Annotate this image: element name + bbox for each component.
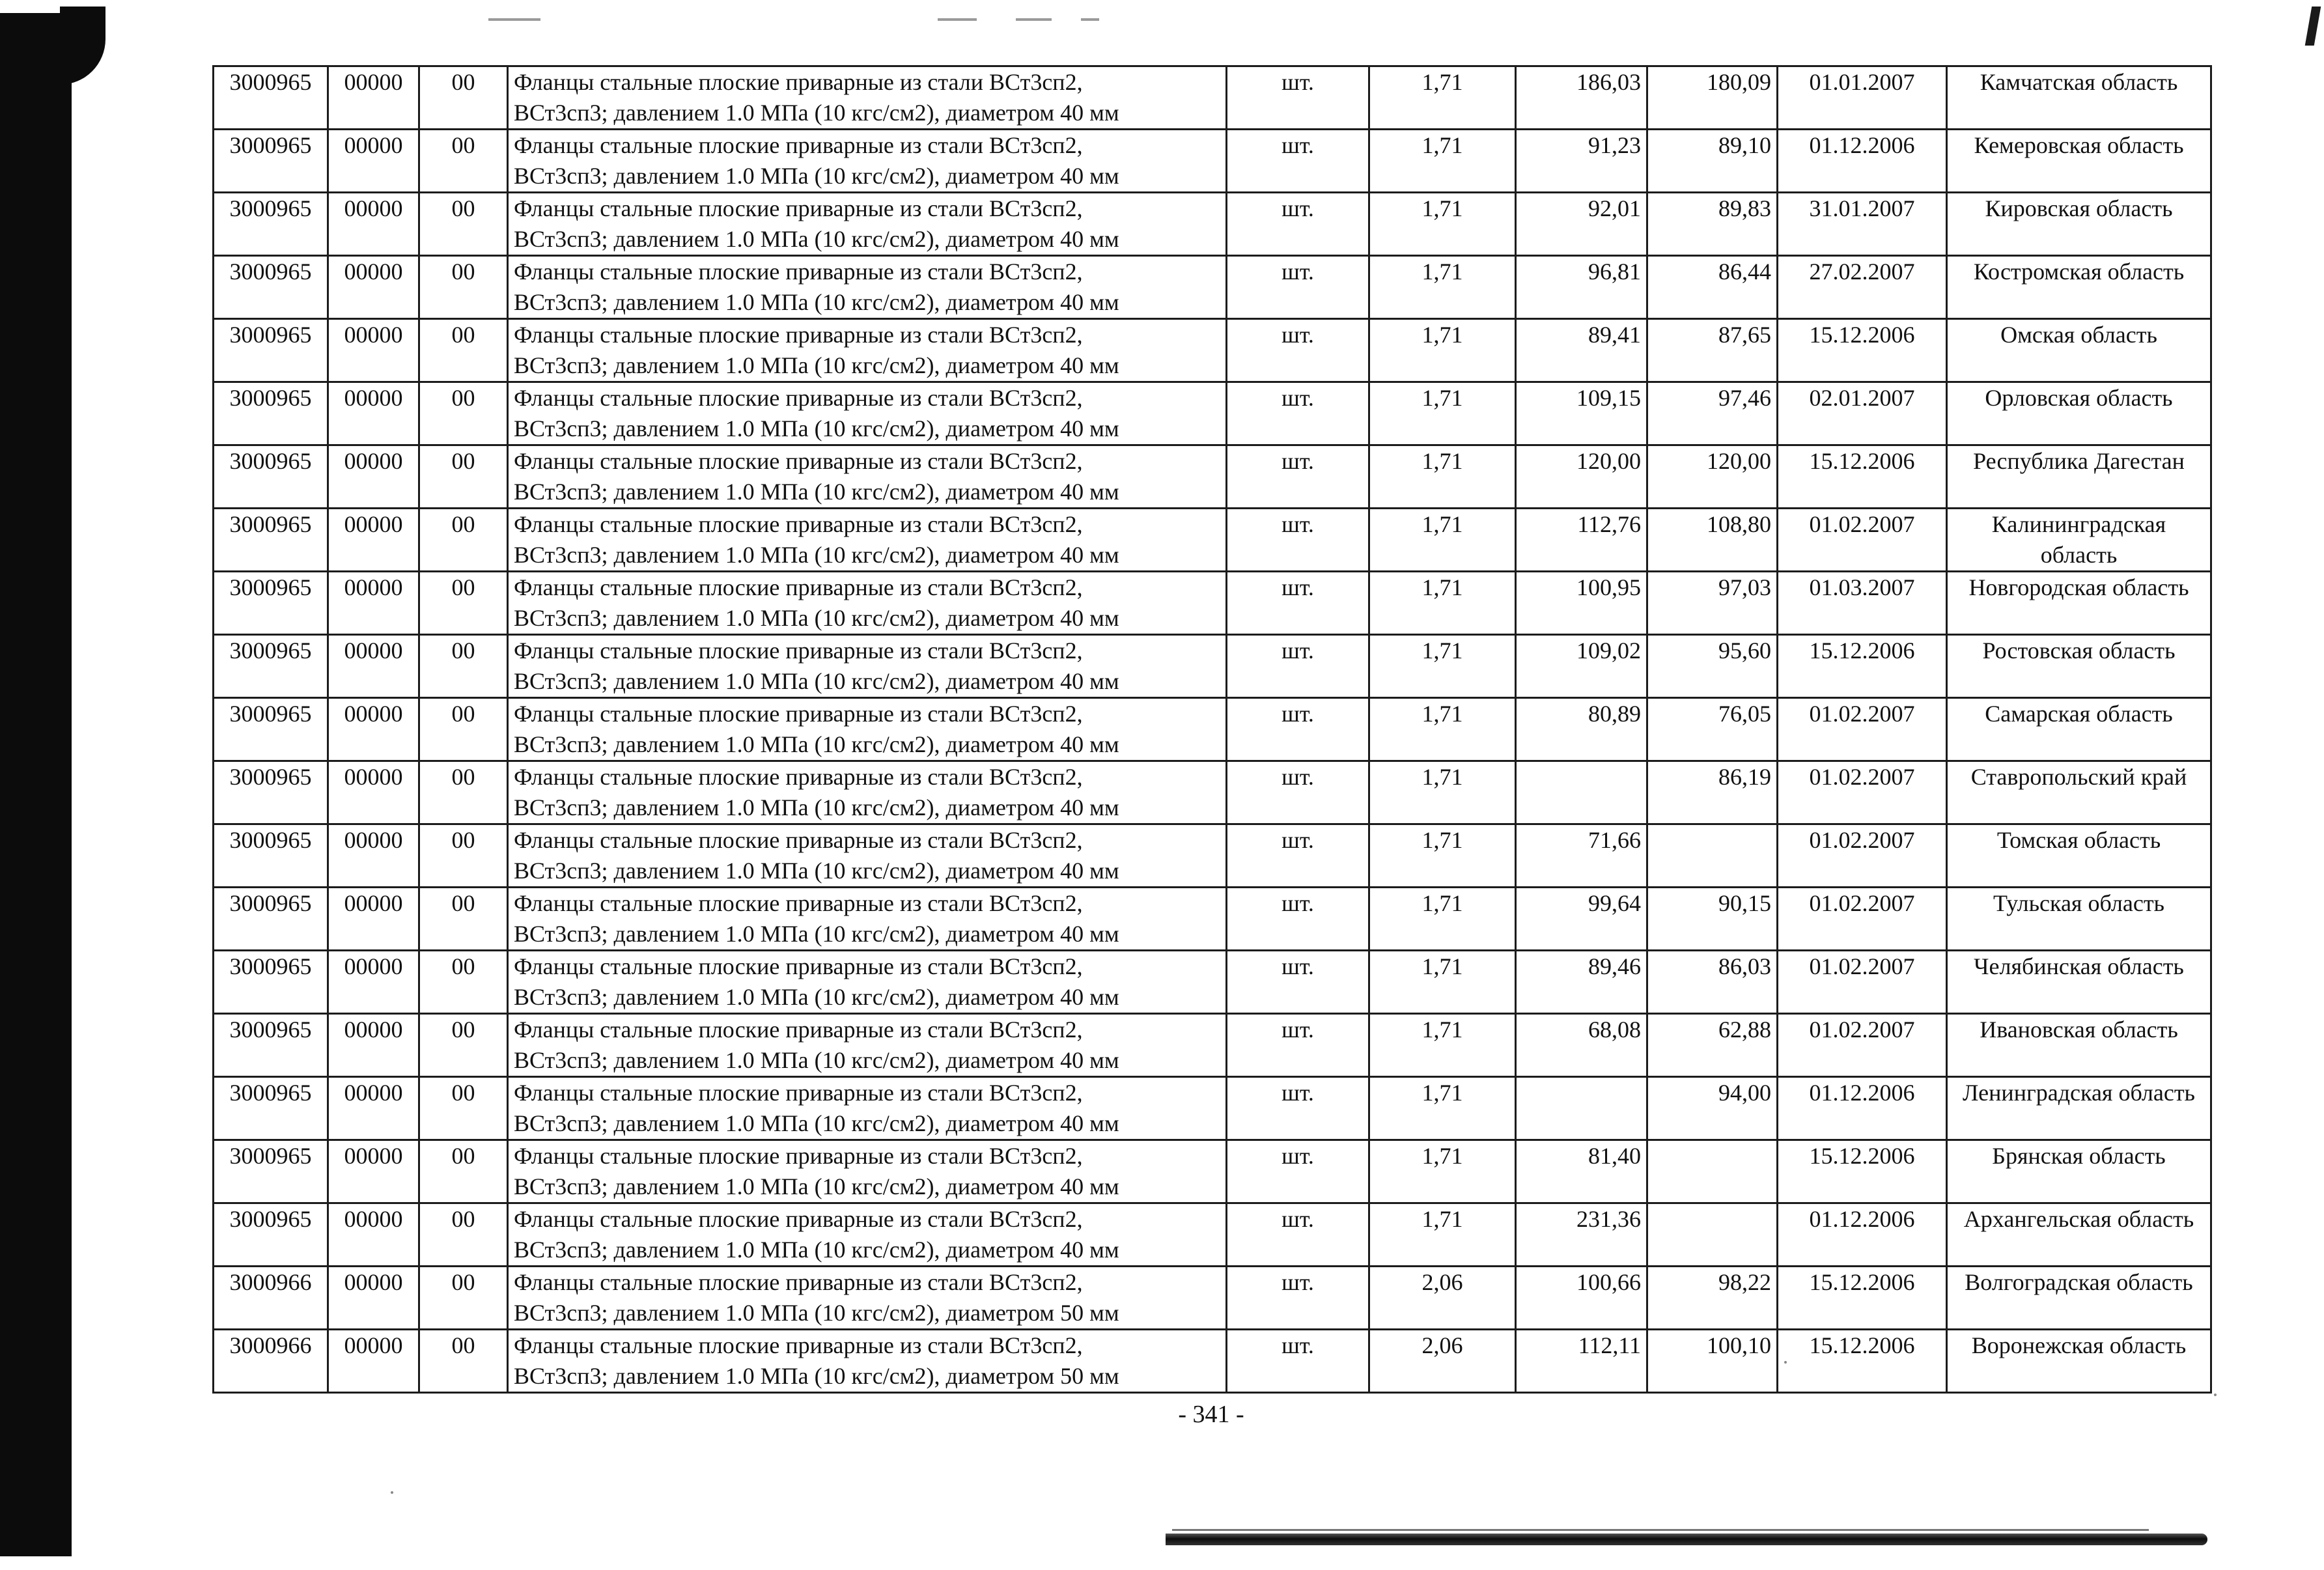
price-cell: 98,22 xyxy=(1647,1267,1778,1330)
date-cell: 01.02.2007 xyxy=(1778,824,1947,888)
variant-cell: 00 xyxy=(419,572,508,635)
coefficient-cell: 1,71 xyxy=(1369,1203,1516,1267)
unit-cell: шт. xyxy=(1227,130,1369,193)
description-cell xyxy=(508,1140,1227,1203)
price-cell: 71,66 xyxy=(1516,824,1647,888)
description-line: Фланцы стальные плоские приварные из стали ВСт3сп2, xyxy=(514,322,1083,348)
date-cell: 01.02.2007 xyxy=(1778,888,1947,951)
description-line: ВСт3сп3; давлением 1.0 МПа (10 кгс/см2), диаметром 40 мм xyxy=(514,794,1119,820)
price-cell: 99,64 xyxy=(1516,888,1647,951)
table-body xyxy=(214,66,2211,1393)
coefficient-cell: 1,71 xyxy=(1369,698,1516,761)
price-cell: 112,76 xyxy=(1516,509,1647,572)
description-line: Фланцы стальные плоские приварные из стали ВСт3сп2, xyxy=(514,1332,1083,1358)
unit-cell: шт. xyxy=(1227,193,1369,256)
sub-code-cell: 00000 xyxy=(328,1267,419,1330)
sub-code-cell: 00000 xyxy=(328,130,419,193)
variant-cell: 00 xyxy=(419,193,508,256)
region-cell: Ставропольский край xyxy=(1947,761,2211,824)
scan-mark xyxy=(488,18,540,21)
region-cell: Ивановская область xyxy=(1947,1014,2211,1077)
item-code-cell: 3000965 xyxy=(214,761,328,824)
item-code-cell: 3000965 xyxy=(214,824,328,888)
coefficient-cell: 1,71 xyxy=(1369,130,1516,193)
price-cell xyxy=(1647,1140,1778,1203)
table-row xyxy=(214,1330,2211,1393)
description-cell xyxy=(508,193,1227,256)
price-cell: 89,10 xyxy=(1647,130,1778,193)
table-row xyxy=(214,698,2211,761)
description-line: ВСт3сп3; давлением 1.0 МПа (10 кгс/см2), диаметром 40 мм xyxy=(514,1047,1119,1073)
region-cell: Костромская область xyxy=(1947,256,2211,319)
date-cell: 31.01.2007 xyxy=(1778,193,1947,256)
variant-cell: 00 xyxy=(419,509,508,572)
scan-mark xyxy=(1016,18,1052,21)
item-code-cell: 3000965 xyxy=(214,1077,328,1140)
item-code-cell: 3000965 xyxy=(214,509,328,572)
description-cell xyxy=(508,951,1227,1014)
variant-cell: 00 xyxy=(419,698,508,761)
price-cell xyxy=(1647,1203,1778,1267)
price-cell: 90,15 xyxy=(1647,888,1778,951)
item-code-cell: 3000965 xyxy=(214,445,328,509)
item-code-cell: 3000966 xyxy=(214,1330,328,1393)
description-line: Фланцы стальные плоские приварные из стали ВСт3сп2, xyxy=(514,1080,1083,1106)
region-cell: Архангельская область xyxy=(1947,1203,2211,1267)
sub-code-cell: 00000 xyxy=(328,635,419,698)
unit-cell: шт. xyxy=(1227,1140,1369,1203)
description-line: Фланцы стальные плоские приварные из стали ВСт3сп2, xyxy=(514,195,1083,221)
description-line: Фланцы стальные плоские приварные из стали ВСт3сп2, xyxy=(514,1206,1083,1232)
variant-cell: 00 xyxy=(419,256,508,319)
description-line: ВСт3сп3; давлением 1.0 МПа (10 кгс/см2), диаметром 40 мм xyxy=(514,731,1119,757)
description-cell xyxy=(508,130,1227,193)
item-code-cell: 3000965 xyxy=(214,888,328,951)
unit-cell: шт. xyxy=(1227,66,1369,130)
table-row xyxy=(214,635,2211,698)
price-cell: 89,41 xyxy=(1516,319,1647,382)
price-cell: 91,23 xyxy=(1516,130,1647,193)
coefficient-cell: 1,71 xyxy=(1369,193,1516,256)
scan-mark xyxy=(938,18,977,21)
scan-mark xyxy=(1081,18,1099,21)
unit-cell: шт. xyxy=(1227,256,1369,319)
date-cell: 01.02.2007 xyxy=(1778,761,1947,824)
sub-code-cell: 00000 xyxy=(328,1077,419,1140)
sub-code-cell: 00000 xyxy=(328,319,419,382)
sub-code-cell: 00000 xyxy=(328,256,419,319)
description-line: ВСт3сп3; давлением 1.0 МПа (10 кгс/см2), диаметром 50 мм xyxy=(514,1300,1119,1326)
region-cell: Томская область xyxy=(1947,824,2211,888)
table-row xyxy=(214,1267,2211,1330)
description-line: ВСт3сп3; давлением 1.0 МПа (10 кгс/см2), диаметром 40 мм xyxy=(514,226,1119,252)
sub-code-cell: 00000 xyxy=(328,445,419,509)
table-row xyxy=(214,130,2211,193)
coefficient-cell: 2,06 xyxy=(1369,1267,1516,1330)
price-cell: 95,60 xyxy=(1647,635,1778,698)
price-cell: 80,89 xyxy=(1516,698,1647,761)
table-row xyxy=(214,1140,2211,1203)
price-cell: 62,88 xyxy=(1647,1014,1778,1077)
coefficient-cell: 1,71 xyxy=(1369,509,1516,572)
region-cell: Самарская область xyxy=(1947,698,2211,761)
variant-cell: 00 xyxy=(419,1267,508,1330)
unit-cell: шт. xyxy=(1227,1014,1369,1077)
sub-code-cell: 00000 xyxy=(328,698,419,761)
price-cell xyxy=(1647,824,1778,888)
variant-cell: 00 xyxy=(419,1140,508,1203)
date-cell: 01.12.2006 xyxy=(1778,1203,1947,1267)
region-cell: Камчатская область xyxy=(1947,66,2211,130)
description-line: ВСт3сп3; давлением 1.0 МПа (10 кгс/см2), диаметром 40 мм xyxy=(514,1110,1119,1136)
price-cell: 89,83 xyxy=(1647,193,1778,256)
variant-cell: 00 xyxy=(419,130,508,193)
scan-speck xyxy=(391,1491,393,1494)
price-cell: 86,19 xyxy=(1647,761,1778,824)
coefficient-cell: 1,71 xyxy=(1369,256,1516,319)
description-line: Фланцы стальные плоские приварные из стали ВСт3сп2, xyxy=(514,574,1083,600)
description-cell xyxy=(508,319,1227,382)
date-cell: 27.02.2007 xyxy=(1778,256,1947,319)
price-cell: 109,02 xyxy=(1516,635,1647,698)
region-cell: Воронежская область xyxy=(1947,1330,2211,1393)
description-line: ВСт3сп3; давлением 1.0 МПа (10 кгс/см2), диаметром 40 мм xyxy=(514,984,1119,1010)
unit-cell: шт. xyxy=(1227,382,1369,445)
date-cell: 15.12.2006 xyxy=(1778,1140,1947,1203)
table-row xyxy=(214,319,2211,382)
description-line: ВСт3сп3; давлением 1.0 МПа (10 кгс/см2), диаметром 40 мм xyxy=(514,605,1119,631)
region-cell: Новгородская область xyxy=(1947,572,2211,635)
description-line: ВСт3сп3; давлением 1.0 МПа (10 кгс/см2), диаметром 40 мм xyxy=(514,1173,1119,1199)
price-cell: 86,03 xyxy=(1647,951,1778,1014)
sub-code-cell: 00000 xyxy=(328,66,419,130)
item-code-cell: 3000965 xyxy=(214,193,328,256)
price-cell xyxy=(1516,761,1647,824)
scan-underline-stroke xyxy=(1166,1534,2207,1545)
sub-code-cell: 00000 xyxy=(328,824,419,888)
description-line: Фланцы стальные плоские приварные из стали ВСт3сп2, xyxy=(514,1016,1083,1043)
item-code-cell: 3000965 xyxy=(214,1140,328,1203)
coefficient-cell: 1,71 xyxy=(1369,824,1516,888)
variant-cell: 00 xyxy=(419,635,508,698)
sub-code-cell: 00000 xyxy=(328,572,419,635)
coefficient-cell: 1,71 xyxy=(1369,1014,1516,1077)
variant-cell: 00 xyxy=(419,1077,508,1140)
region-cell: Челябинская область xyxy=(1947,951,2211,1014)
description-line: Фланцы стальные плоские приварные из стали ВСт3сп2, xyxy=(514,259,1083,285)
variant-cell: 00 xyxy=(419,888,508,951)
date-cell: 01.03.2007 xyxy=(1778,572,1947,635)
description-line: ВСт3сп3; давлением 1.0 МПа (10 кгс/см2), диаметром 40 мм xyxy=(514,921,1119,947)
coefficient-cell: 1,71 xyxy=(1369,951,1516,1014)
coefficient-cell: 1,71 xyxy=(1369,888,1516,951)
date-cell: 02.01.2007 xyxy=(1778,382,1947,445)
table-row xyxy=(214,256,2211,319)
date-cell: 15.12.2006 xyxy=(1778,445,1947,509)
coefficient-cell: 1,71 xyxy=(1369,382,1516,445)
sub-code-cell: 00000 xyxy=(328,509,419,572)
price-cell: 112,11 xyxy=(1516,1330,1647,1393)
table-row xyxy=(214,1203,2211,1267)
description-line: Фланцы стальные плоские приварные из стали ВСт3сп2, xyxy=(514,1143,1083,1169)
date-cell: 15.12.2006 xyxy=(1778,1267,1947,1330)
region-cell: Омская область xyxy=(1947,319,2211,382)
date-cell: 15.12.2006 xyxy=(1778,1330,1947,1393)
price-cell: 109,15 xyxy=(1516,382,1647,445)
unit-cell: шт. xyxy=(1227,1330,1369,1393)
region-cell: Брянская область xyxy=(1947,1140,2211,1203)
sub-code-cell: 00000 xyxy=(328,951,419,1014)
variant-cell: 00 xyxy=(419,824,508,888)
table-row xyxy=(214,951,2211,1014)
price-cell: 108,80 xyxy=(1647,509,1778,572)
price-cell: 94,00 xyxy=(1647,1077,1778,1140)
table-row xyxy=(214,888,2211,951)
description-cell xyxy=(508,445,1227,509)
unit-cell: шт. xyxy=(1227,509,1369,572)
price-cell: 120,00 xyxy=(1647,445,1778,509)
region-cell: Ленинградская область xyxy=(1947,1077,2211,1140)
coefficient-cell: 1,71 xyxy=(1369,1077,1516,1140)
coefficient-cell: 2,06 xyxy=(1369,1330,1516,1393)
variant-cell: 00 xyxy=(419,1330,508,1393)
variant-cell: 00 xyxy=(419,761,508,824)
region-cell: Тульская область xyxy=(1947,888,2211,951)
unit-cell: шт. xyxy=(1227,698,1369,761)
price-cell: 96,81 xyxy=(1516,256,1647,319)
description-cell xyxy=(508,572,1227,635)
coefficient-cell: 1,71 xyxy=(1369,635,1516,698)
scan-speck xyxy=(1784,1361,1787,1364)
description-line: Фланцы стальные плоские приварные из стали ВСт3сп2, xyxy=(514,638,1083,664)
description-cell xyxy=(508,761,1227,824)
variant-cell: 00 xyxy=(419,1203,508,1267)
description-line: ВСт3сп3; давлением 1.0 МПа (10 кгс/см2), диаметром 40 мм xyxy=(514,289,1119,315)
coefficient-cell: 1,71 xyxy=(1369,66,1516,130)
variant-cell: 00 xyxy=(419,382,508,445)
description-line: ВСт3сп3; давлением 1.0 МПа (10 кгс/см2), диаметром 40 мм xyxy=(514,858,1119,884)
price-cell: 76,05 xyxy=(1647,698,1778,761)
item-code-cell: 3000965 xyxy=(214,319,328,382)
description-cell xyxy=(508,888,1227,951)
description-line: ВСт3сп3; давлением 1.0 МПа (10 кгс/см2), диаметром 40 мм xyxy=(514,668,1119,694)
description-cell xyxy=(508,66,1227,130)
description-line: ВСт3сп3; давлением 1.0 МПа (10 кгс/см2), диаметром 40 мм xyxy=(514,542,1119,568)
item-code-cell: 3000966 xyxy=(214,1267,328,1330)
unit-cell: шт. xyxy=(1227,319,1369,382)
region-cell: Республика Дагестан xyxy=(1947,445,2211,509)
item-code-cell: 3000965 xyxy=(214,256,328,319)
description-line: ВСт3сп3; давлением 1.0 МПа (10 кгс/см2), диаметром 40 мм xyxy=(514,100,1119,126)
unit-cell: шт. xyxy=(1227,1267,1369,1330)
scan-corner-mark xyxy=(2305,7,2321,46)
table-row xyxy=(214,761,2211,824)
description-line: Фланцы стальные плоские приварные из стали ВСт3сп2, xyxy=(514,827,1083,853)
sub-code-cell: 00000 xyxy=(328,1203,419,1267)
table-row xyxy=(214,382,2211,445)
description-line: Фланцы стальные плоские приварные из стали ВСт3сп2, xyxy=(514,701,1083,727)
description-line: Фланцы стальные плоские приварные из стали ВСт3сп2, xyxy=(514,385,1083,411)
description-cell xyxy=(508,698,1227,761)
description-cell xyxy=(508,1330,1227,1393)
coefficient-cell: 1,71 xyxy=(1369,761,1516,824)
description-line: Фланцы стальные плоские приварные из стали ВСт3сп2, xyxy=(514,890,1083,916)
table-row xyxy=(214,445,2211,509)
description-line: Фланцы стальные плоские приварные из стали ВСт3сп2, xyxy=(514,953,1083,979)
description-line: Фланцы стальные плоские приварные из стали ВСт3сп2, xyxy=(514,1269,1083,1295)
sub-code-cell: 00000 xyxy=(328,382,419,445)
variant-cell: 00 xyxy=(419,66,508,130)
scan-speck xyxy=(2214,1394,2217,1396)
page-number: - 341 - xyxy=(1178,1401,1244,1428)
price-cell: 97,46 xyxy=(1647,382,1778,445)
variant-cell: 00 xyxy=(419,319,508,382)
description-line: ВСт3сп3; давлением 1.0 МПа (10 кгс/см2), диаметром 50 мм xyxy=(514,1363,1119,1389)
price-cell: 100,66 xyxy=(1516,1267,1647,1330)
price-cell: 100,95 xyxy=(1516,572,1647,635)
date-cell: 01.12.2006 xyxy=(1778,130,1947,193)
sub-code-cell: 00000 xyxy=(328,193,419,256)
region-cell: Орловская область xyxy=(1947,382,2211,445)
table-row xyxy=(214,66,2211,130)
unit-cell: шт. xyxy=(1227,888,1369,951)
sub-code-cell: 00000 xyxy=(328,761,419,824)
coefficient-cell: 1,71 xyxy=(1369,445,1516,509)
price-cell: 231,36 xyxy=(1516,1203,1647,1267)
date-cell: 01.01.2007 xyxy=(1778,66,1947,130)
date-cell: 01.02.2007 xyxy=(1778,698,1947,761)
sub-code-cell: 00000 xyxy=(328,1140,419,1203)
unit-cell: шт. xyxy=(1227,445,1369,509)
description-cell xyxy=(508,635,1227,698)
description-cell xyxy=(508,1267,1227,1330)
unit-cell: шт. xyxy=(1227,1203,1369,1267)
date-cell: 01.02.2007 xyxy=(1778,509,1947,572)
region-cell: Волгоградская область xyxy=(1947,1267,2211,1330)
description-cell xyxy=(508,382,1227,445)
variant-cell: 00 xyxy=(419,1014,508,1077)
description-line: Фланцы стальные плоские приварные из стали ВСт3сп2, xyxy=(514,69,1083,95)
description-line: Фланцы стальные плоские приварные из стали ВСт3сп2, xyxy=(514,132,1083,158)
sub-code-cell: 00000 xyxy=(328,1014,419,1077)
coefficient-cell: 1,71 xyxy=(1369,572,1516,635)
date-cell: 01.12.2006 xyxy=(1778,1077,1947,1140)
variant-cell: 00 xyxy=(419,951,508,1014)
item-code-cell: 3000965 xyxy=(214,698,328,761)
unit-cell: шт. xyxy=(1227,951,1369,1014)
table-row xyxy=(214,1077,2211,1140)
scan-binding-edge xyxy=(0,13,72,1556)
table-row xyxy=(214,509,2211,572)
price-cell: 87,65 xyxy=(1647,319,1778,382)
price-cell: 89,46 xyxy=(1516,951,1647,1014)
description-line: Фланцы стальные плоские приварные из стали ВСт3сп2, xyxy=(514,448,1083,474)
date-cell: 01.02.2007 xyxy=(1778,1014,1947,1077)
description-line: ВСт3сп3; давлением 1.0 МПа (10 кгс/см2), диаметром 40 мм xyxy=(514,163,1119,189)
price-cell: 81,40 xyxy=(1516,1140,1647,1203)
item-code-cell: 3000965 xyxy=(214,635,328,698)
coefficient-cell: 1,71 xyxy=(1369,319,1516,382)
region-cell: Ростовская область xyxy=(1947,635,2211,698)
date-cell: 01.02.2007 xyxy=(1778,951,1947,1014)
price-cell: 186,03 xyxy=(1516,66,1647,130)
description-line: ВСт3сп3; давлением 1.0 МПа (10 кгс/см2), диаметром 40 мм xyxy=(514,1237,1119,1263)
description-cell xyxy=(508,1077,1227,1140)
description-line: Фланцы стальные плоские приварные из стали ВСт3сп2, xyxy=(514,511,1083,537)
price-cell: 120,00 xyxy=(1516,445,1647,509)
description-cell xyxy=(508,509,1227,572)
region-cell: Кировская область xyxy=(1947,193,2211,256)
description-cell xyxy=(508,1014,1227,1077)
unit-cell: шт. xyxy=(1227,572,1369,635)
item-code-cell: 3000965 xyxy=(214,1014,328,1077)
item-code-cell: 3000965 xyxy=(214,1203,328,1267)
item-code-cell: 3000965 xyxy=(214,572,328,635)
description-cell xyxy=(508,256,1227,319)
unit-cell: шт. xyxy=(1227,635,1369,698)
item-code-cell: 3000965 xyxy=(214,951,328,1014)
price-cell: 68,08 xyxy=(1516,1014,1647,1077)
price-cell: 92,01 xyxy=(1516,193,1647,256)
unit-cell: шт. xyxy=(1227,761,1369,824)
date-cell: 15.12.2006 xyxy=(1778,635,1947,698)
scan-mark xyxy=(1172,1529,2149,1531)
price-cell xyxy=(1516,1077,1647,1140)
item-code-cell: 3000965 xyxy=(214,130,328,193)
description-cell xyxy=(508,1203,1227,1267)
price-cell: 86,44 xyxy=(1647,256,1778,319)
variant-cell: 00 xyxy=(419,445,508,509)
region-cell: Кемеровская область xyxy=(1947,130,2211,193)
description-line: ВСт3сп3; давлением 1.0 МПа (10 кгс/см2), диаметром 40 мм xyxy=(514,415,1119,442)
description-line: Фланцы стальные плоские приварные из стали ВСт3сп2, xyxy=(514,764,1083,790)
description-line: ВСт3сп3; давлением 1.0 МПа (10 кгс/см2), диаметром 40 мм xyxy=(514,352,1119,378)
price-table xyxy=(212,65,2212,1394)
unit-cell: шт. xyxy=(1227,824,1369,888)
region-cell: Калининградская область xyxy=(1947,509,2211,572)
item-code-cell: 3000965 xyxy=(214,382,328,445)
price-cell: 97,03 xyxy=(1647,572,1778,635)
description-cell xyxy=(508,824,1227,888)
price-cell: 180,09 xyxy=(1647,66,1778,130)
coefficient-cell: 1,71 xyxy=(1369,1140,1516,1203)
table-row xyxy=(214,1014,2211,1077)
unit-cell: шт. xyxy=(1227,1077,1369,1140)
price-cell: 100,10 xyxy=(1647,1330,1778,1393)
date-cell: 15.12.2006 xyxy=(1778,319,1947,382)
table-row xyxy=(214,193,2211,256)
item-code-cell: 3000965 xyxy=(214,66,328,130)
table-row xyxy=(214,572,2211,635)
sub-code-cell: 00000 xyxy=(328,1330,419,1393)
table-row xyxy=(214,824,2211,888)
description-line: ВСт3сп3; давлением 1.0 МПа (10 кгс/см2), диаметром 40 мм xyxy=(514,479,1119,505)
sub-code-cell: 00000 xyxy=(328,888,419,951)
